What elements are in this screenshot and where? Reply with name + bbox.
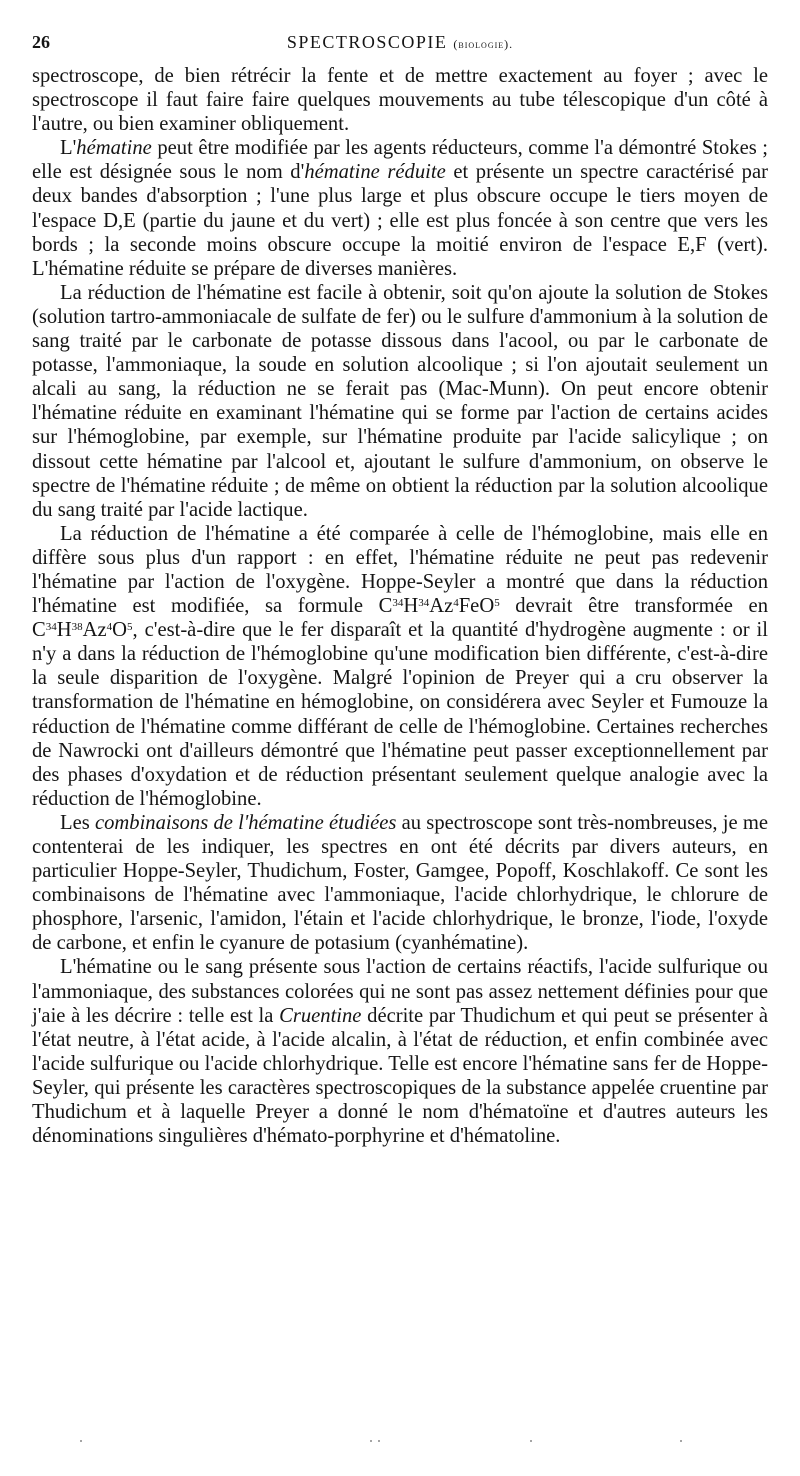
- italic-term: combinaisons de l'hématine étudiées: [94, 811, 397, 834]
- text-run: , c'est-à-dire que le fer disparaît et la quantité d'hydrogène augmente : or il n'y a dans la réduction de l'hémoglobine qu'une modification bien différente, c'est-à-dire la seule disparition de l'oxygène. Malgré l'opinion de Preyer qui a cru observer la transformation de l'hématine en hémoglobine, on considérera avec Seyler et Fumouze la réduction de l'hématine comme différant de celle de l'hémoglobine. Certaines recherches de Nawrocki ont d'ailleurs démontré que l'hématine peut passer exceptionnellement par des phases d'oxydation et de réduction présentant seulement quelque analogie avec la réduction de l'hémoglobine.: [32, 619, 768, 810]
- page-header: [32, 30, 768, 56]
- page-number: 26: [32, 32, 50, 52]
- text-run: L'hématine ou le sang présente sous l'action de certains réactifs, l'acide sulfurique ou l'ammoniaque, des substances colorées qui ne sont pas assez nettement définies pour que j'aie à les décrire : telle est la: [32, 956, 768, 1027]
- paragraph: [32, 281, 768, 522]
- text-run: H: [403, 595, 419, 618]
- formula-superscript: 38: [71, 621, 83, 634]
- formula-superscript: 34: [418, 597, 430, 610]
- italic-term: hématine réduite: [304, 161, 446, 184]
- paragraph: [32, 955, 768, 1148]
- formula-superscript: 4: [453, 597, 459, 610]
- formula-superscript: 5: [127, 621, 133, 634]
- formula-superscript: 34: [45, 621, 57, 634]
- text-run: O: [112, 619, 128, 642]
- paragraph: [32, 522, 768, 811]
- text-run: devrait être transformée en C: [32, 595, 768, 642]
- page-bottom-specks: [60, 1440, 740, 1446]
- paragraph: [32, 136, 768, 281]
- text-run: FeO: [458, 595, 495, 618]
- formula-superscript: 34: [392, 597, 404, 610]
- italic-term: hématine: [76, 137, 152, 160]
- text-run: La réduction de l'hématine est facile à obtenir, soit qu'on ajoute la solution de Stokes (solution tartro-ammoniacale de sulfate de fer) ou le sulfure d'ammonium à la solution de sang traité par le carbonate de potasse dissous dans l'acool, ou par le carbonate de potasse, l'ammoniaque, la soude en solution alcoolique ; si l'on ajoutait seulement un alcali au sang, la réduction ne se ferait pas (Mac-Munn). On peut encore obtenir l'hématine réduite en examinant l'hématine qui se forme par l'action de certains acides sur l'hémoglobine, par exemple, sur l'hématine produite par l'acide salicylique ; on dissout cette hématine par l'alcool et, ajoutant le sulfure d'ammonium, on observe le spectre de l'hématine réduite ; de même on obtient la réduction par la solution alcoolique du sang traité par l'acide lactique.: [32, 281, 768, 521]
- text-run: Les: [60, 811, 95, 834]
- body-text: [32, 64, 768, 1148]
- running-title-main: SPECTROSCOPIE: [286, 32, 448, 52]
- text-run: Az: [82, 619, 107, 642]
- text-run: au spectroscope sont très-nombreuses, je me contenterai de les indiquer, les spectres en ont été décrits par divers auteurs, en particulier Hoppe-Seyler, Thudichum, Foster, Gamgee, Popoff, Koschlakoff. Ce sont les combinaisons de l'hématine avec l'ammoniaque, l'acide chlorhydrique, le chlorure de phosphore, l'arsenic, l'amidon, l'étain et l'acide chlorhydrique, le bronze, l'iode, l'oxyde de carbone, et enfin le cyanure de potasium (cyanhématine).: [32, 811, 769, 955]
- formula-superscript: 5: [494, 597, 500, 610]
- text-run: et présente un spectre caractérisé par deux bandes d'absorption ; l'une plus large et plus obscure occupe le tiers moyen de l'espace D,E (partie du jaune et du vert) ; elle est plus foncée à son centre que vers les bords ; la seconde moins obscure occupe la moitié environ de l'espace E,F (vert). L'hématine réduite se prépare de diverses manières.: [32, 161, 768, 280]
- running-title-subtitle: (biologie).: [453, 37, 514, 51]
- text-run: peut être modifiée par les agents réducteurs, comme l'a démontré Stokes ; elle est désignée sous le nom d': [32, 137, 768, 184]
- paragraph: [32, 64, 768, 136]
- text-run: spectroscope, de bien rétrécir la fente et de mettre exactement au foyer ; avec le spectroscope il faut faire faire quelques mouvements au tube télescopique d'un côté à l'autre, ou bien examiner obliquement.: [32, 65, 768, 136]
- text-run: Az: [429, 595, 454, 618]
- paragraph: [32, 811, 768, 956]
- text-run: La réduction de l'hématine a été comparée à celle de l'hémoglobine, mais elle en diffère sous plus d'un rapport : en effet, l'hématine réduite ne peut pas redevenir l'hématine par l'action de l'oxygène. Hoppe-Seyler a montré que dans la réduction l'hématine est modifiée, sa formule C: [32, 522, 768, 618]
- text-run: décrite par Thudichum et qui peut se présenter à l'état neutre, à l'état acide, à l'acide alcalin, à l'état de réduction, et enfin combinée avec l'acide sulfurique ou l'acide chlorhydrique. Telle est encore l'hématine sans fer de Hoppe-Seyler, qui présente les caractères spectroscopiques de la substance appelée cruentine par Thudichum et à laquelle Preyer a donné le nom d'hématoïne et d'autres auteurs les dénominations singulières d'hémato-porphyrine et d'hématoline.: [32, 1004, 768, 1148]
- text-run: H: [56, 619, 72, 642]
- italic-term: Cruentine: [279, 1004, 362, 1027]
- running-title: [32, 32, 768, 53]
- text-run: L': [60, 137, 77, 160]
- formula-superscript: 4: [106, 621, 113, 634]
